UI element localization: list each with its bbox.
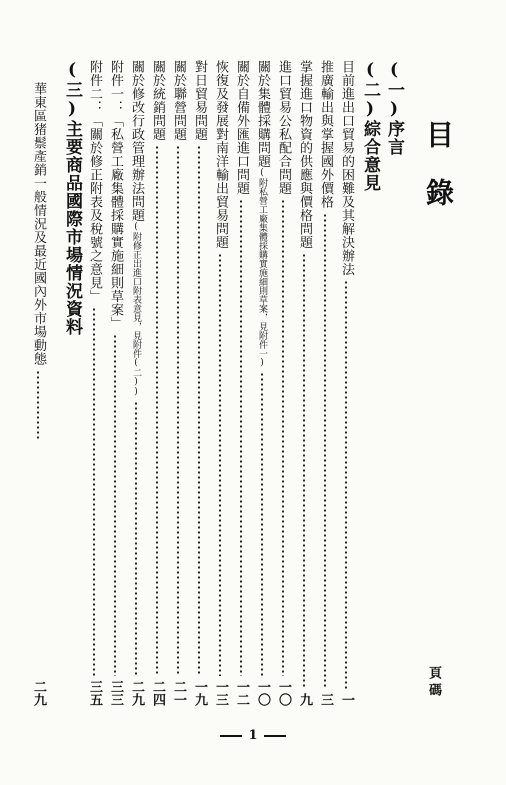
toc-entry-page: 一三 [213, 680, 228, 706]
toc-entry-page: 三 [318, 693, 333, 706]
dot-leader [219, 253, 221, 676]
toc-entry [254, 60, 270, 706]
page-number-footer [0, 728, 506, 743]
dot-leader [156, 145, 158, 676]
toc-entry [86, 60, 102, 706]
toc-entry-text: 關於修改行政管理辦法問題 [129, 60, 144, 222]
toc-entry [233, 60, 249, 706]
toc-entry-text: 對日貿易問題 [192, 60, 207, 141]
toc-entry [149, 60, 165, 706]
footer-dash-left [220, 735, 242, 737]
toc-entry-page: 二九 [31, 680, 46, 706]
dot-leader [303, 253, 305, 689]
toc-entry [170, 60, 186, 706]
toc-entry-text: 關於集體採購問題 [255, 60, 270, 168]
page-number: 1 [248, 728, 258, 743]
dot-leader [114, 334, 116, 676]
toc-entry-page: 三三 [108, 680, 123, 706]
toc-entry-text: 進口貿易公私配合問題 [276, 60, 291, 195]
toc-entry [338, 60, 354, 706]
toc-entry-page: 二九 [129, 680, 144, 706]
toc-entry-page: 九 [297, 693, 312, 706]
toc-entry-text: 附件二：「關於修正附表及稅號之意見」 [87, 60, 102, 303]
toc-entry-text: 推廣輸出與掌握國外價格 [318, 60, 333, 209]
toc-entry-text: 關於統銷問題 [150, 60, 165, 141]
dot-leader [240, 199, 242, 676]
dot-leader [93, 307, 95, 676]
toc-entry [384, 60, 404, 706]
dot-leader [177, 145, 179, 676]
toc-entry [275, 60, 291, 706]
toc-entry-text: 附件一：「私營工廠集體採購實施細則草案」 [108, 60, 123, 330]
toc-entry [360, 60, 380, 706]
toc-entry-page: 一〇 [276, 680, 291, 706]
toc-entry-text: 恢復及發展對南洋輸出貿易問題 [213, 60, 228, 249]
page-column-label: 頁碼 [426, 666, 441, 700]
dot-leader [345, 280, 347, 689]
dot-leader [324, 213, 326, 690]
dot-leader [135, 401, 137, 676]
toc-entry-text: (二)綜合意見 [360, 60, 380, 192]
dot-leader [37, 370, 39, 440]
toc-entry-page: 二一 [171, 680, 186, 706]
toc-entry [128, 60, 144, 706]
toc-entry-text: 目前進出口貿易的困難及其解決辦法 [339, 60, 354, 276]
toc-entry-page: 二四 [150, 680, 165, 706]
toc-entry-text: 關於聯營問題 [171, 60, 186, 141]
toc-entry-page: 一 [339, 693, 354, 706]
toc-entry-note: (附修正出進口附表意見，見附件(二)) [131, 222, 141, 397]
toc-entry [62, 60, 82, 706]
dot-leader [198, 145, 200, 676]
toc-entry-page: 一〇 [255, 680, 270, 706]
toc-entry-page: 一二 [234, 680, 249, 706]
toc-entry [212, 60, 228, 706]
dot-leader [282, 199, 284, 676]
toc-entry-text: (三)主要商品國際市場情況資料 [62, 60, 82, 336]
toc-entry [317, 60, 333, 706]
toc-entry-text: (一)序言 [384, 60, 404, 156]
toc-entry [191, 60, 207, 706]
toc-entry-page: 三五 [87, 680, 102, 706]
toc-entry [107, 60, 123, 706]
toc-entry [30, 82, 46, 706]
toc-entry [296, 60, 312, 706]
dot-leader [261, 372, 263, 676]
toc-entry-text: 掌握進口物資的供應與價格問題 [297, 60, 312, 249]
toc-entry-page: 一九 [192, 680, 207, 706]
toc-entry-text: 關於自備外匯進口問題 [234, 60, 249, 195]
toc-entry-note: (附私營工廠集體採購實施細則草案，見附件一) [257, 168, 267, 368]
toc-heading: 目錄 [422, 120, 455, 236]
toc-entry-text: 華東區猪鬃產銷一般情況及最近國內外市場動態 [31, 82, 46, 366]
footer-dash-right [264, 735, 286, 737]
